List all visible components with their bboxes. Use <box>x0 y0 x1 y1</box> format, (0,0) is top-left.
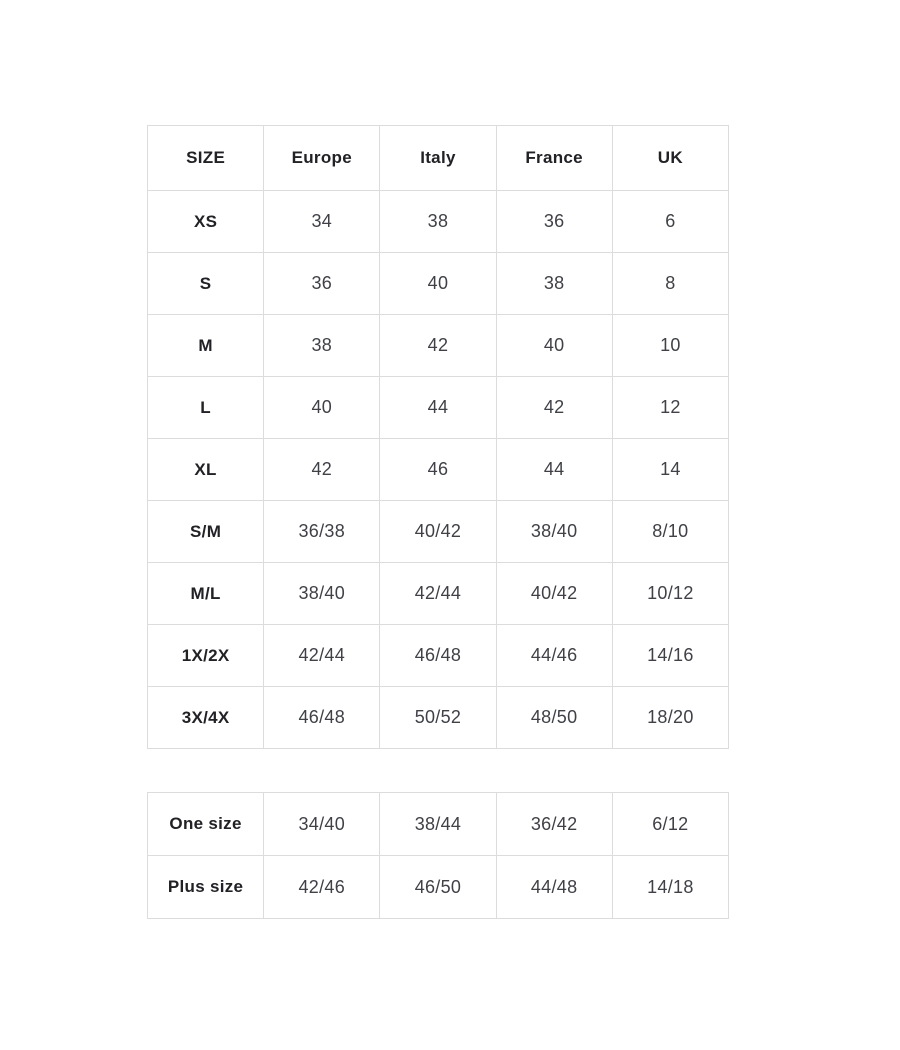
table-row-1x-2x <box>148 625 729 687</box>
size-value-cell: 38/44 <box>380 793 496 856</box>
size-value-cell: 14/16 <box>612 625 728 687</box>
size-value-cell: 40 <box>380 253 496 315</box>
size-value-cell: 36/42 <box>496 793 612 856</box>
table-row-3x-4x <box>148 687 729 749</box>
table-row-m-l <box>148 563 729 625</box>
size-label-cell: 3X/4X <box>148 687 264 749</box>
size-value-cell: 34 <box>264 191 380 253</box>
size-value-cell: 44 <box>496 439 612 501</box>
size-value-cell: 42/44 <box>264 625 380 687</box>
size-value-cell: 42 <box>380 315 496 377</box>
size-value-cell: 36/38 <box>264 501 380 563</box>
size-label-cell: XS <box>148 191 264 253</box>
size-label-cell: M/L <box>148 563 264 625</box>
size-value-cell: 46/48 <box>264 687 380 749</box>
table-row-s-m <box>148 501 729 563</box>
size-value-cell: 36 <box>496 191 612 253</box>
table-row-one-size <box>148 793 729 856</box>
table-row-m <box>148 315 729 377</box>
size-value-cell: 44/48 <box>496 856 612 919</box>
size-value-cell: 46/48 <box>380 625 496 687</box>
size-value-cell: 42 <box>496 377 612 439</box>
size-value-cell: 50/52 <box>380 687 496 749</box>
table-row-plus-size <box>148 856 729 919</box>
size-value-cell: 44/46 <box>496 625 612 687</box>
size-value-cell: 42/44 <box>380 563 496 625</box>
table-row-l <box>148 377 729 439</box>
size-value-cell: 38 <box>264 315 380 377</box>
table-row-xs <box>148 191 729 253</box>
size-value-cell: 38 <box>496 253 612 315</box>
size-label-cell: S/M <box>148 501 264 563</box>
size-label-cell: 1X/2X <box>148 625 264 687</box>
size-value-cell: 6/12 <box>612 793 728 856</box>
size-value-cell: 40/42 <box>496 563 612 625</box>
size-label-cell: L <box>148 377 264 439</box>
column-header-size: SIZE <box>148 126 264 191</box>
column-header-europe: Europe <box>264 126 380 191</box>
size-value-cell: 38 <box>380 191 496 253</box>
table-row-xl <box>148 439 729 501</box>
size-value-cell: 38/40 <box>264 563 380 625</box>
column-header-italy: Italy <box>380 126 496 191</box>
size-label-cell: M <box>148 315 264 377</box>
size-value-cell: 8/10 <box>612 501 728 563</box>
column-header-france: France <box>496 126 612 191</box>
size-value-cell: 38/40 <box>496 501 612 563</box>
special-sizes-table <box>147 792 729 919</box>
size-value-cell: 42/46 <box>264 856 380 919</box>
size-label-cell: One size <box>148 793 264 856</box>
size-value-cell: 10 <box>612 315 728 377</box>
size-value-cell: 14 <box>612 439 728 501</box>
size-value-cell: 36 <box>264 253 380 315</box>
size-value-cell: 8 <box>612 253 728 315</box>
size-label-cell: XL <box>148 439 264 501</box>
size-label-cell: Plus size <box>148 856 264 919</box>
size-value-cell: 46 <box>380 439 496 501</box>
size-value-cell: 40 <box>264 377 380 439</box>
size-value-cell: 18/20 <box>612 687 728 749</box>
size-value-cell: 40 <box>496 315 612 377</box>
size-value-cell: 6 <box>612 191 728 253</box>
size-label-cell: S <box>148 253 264 315</box>
size-value-cell: 10/12 <box>612 563 728 625</box>
table-row-s <box>148 253 729 315</box>
size-conversion-table <box>147 125 729 749</box>
size-value-cell: 14/18 <box>612 856 728 919</box>
size-value-cell: 46/50 <box>380 856 496 919</box>
size-value-cell: 48/50 <box>496 687 612 749</box>
size-value-cell: 44 <box>380 377 496 439</box>
size-value-cell: 12 <box>612 377 728 439</box>
size-value-cell: 40/42 <box>380 501 496 563</box>
table-header-row <box>148 126 729 191</box>
size-value-cell: 34/40 <box>264 793 380 856</box>
column-header-uk: UK <box>612 126 728 191</box>
size-value-cell: 42 <box>264 439 380 501</box>
